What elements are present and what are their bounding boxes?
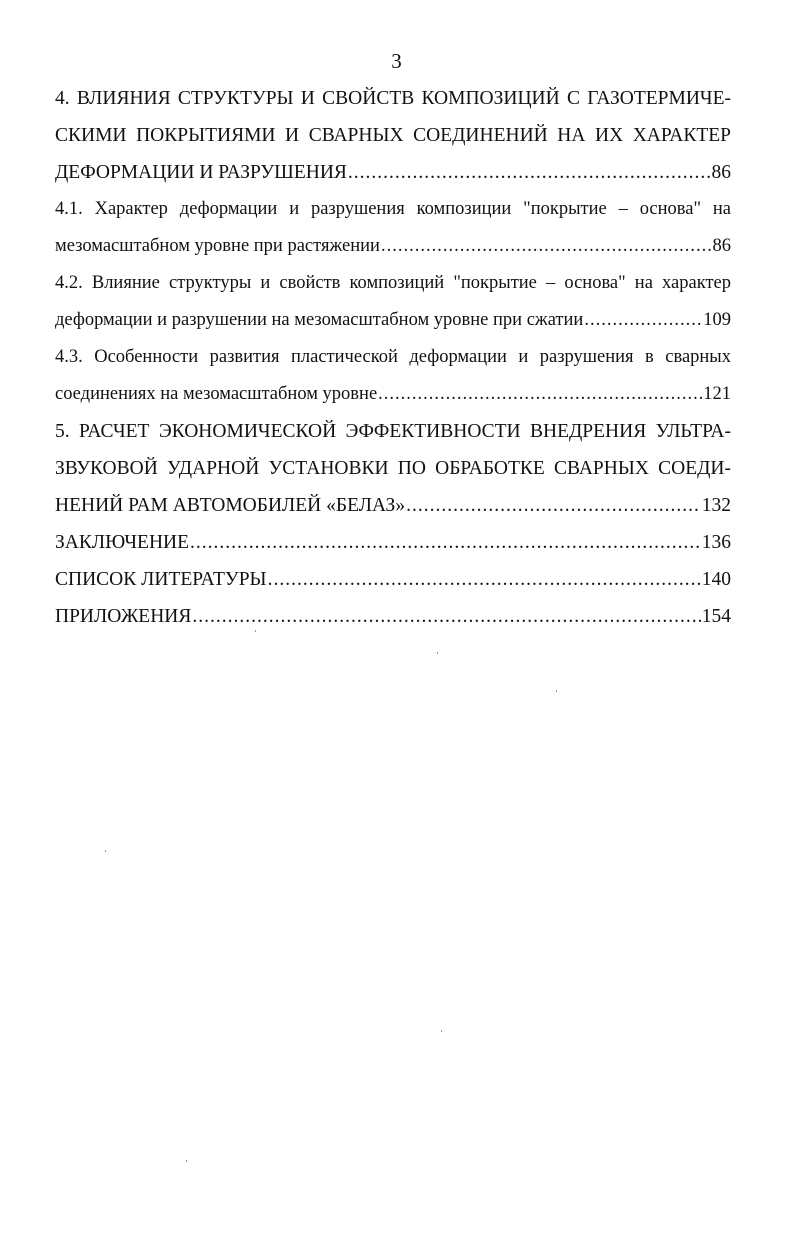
- toc-page-number: 109: [703, 310, 731, 330]
- scan-speck: [105, 850, 106, 852]
- scan-speck: [441, 1030, 442, 1032]
- toc-entry-line: 4.1. Характер деформации и разрушения композиции "покрытие – основа" на: [55, 199, 731, 219]
- toc-entry-section-4: [55, 80, 731, 191]
- toc-entry-line: 4.3. Особенности развития пластической деформации и разрушения в сварных: [55, 347, 731, 367]
- scan-speck: [556, 690, 557, 692]
- dot-leader: [381, 228, 712, 265]
- toc-entry-leader-line: [55, 228, 731, 265]
- dot-leader: [268, 561, 701, 598]
- toc-entry-appendices: [55, 598, 731, 635]
- dot-leader: [192, 598, 700, 635]
- toc-page-number: 86: [712, 236, 731, 256]
- toc-page-number: 86: [711, 162, 731, 183]
- table-of-contents: [55, 80, 731, 635]
- dot-leader: [406, 487, 701, 524]
- page-number: 3: [391, 49, 402, 73]
- toc-entry-line: ЗВУКОВОЙ УДАРНОЙ УСТАНОВКИ ПО ОБРАБОТКЕ СВАРНЫХ СОЕДИ-: [55, 458, 731, 479]
- dot-leader: [348, 154, 711, 191]
- toc-entry-conclusion: [55, 524, 731, 561]
- toc-entry-leader-line: [55, 154, 731, 191]
- toc-entry-section-4-3: [55, 339, 731, 413]
- toc-entry-leader-line: [55, 598, 731, 635]
- toc-page-number: 154: [701, 606, 731, 627]
- toc-page-number: 132: [701, 495, 731, 516]
- toc-page-number: 140: [701, 569, 731, 590]
- toc-entry-section-4-1: [55, 191, 731, 265]
- toc-entry-line: 5. РАСЧЕТ ЭКОНОМИЧЕСКОЙ ЭФФЕКТИВНОСТИ ВНЕДРЕНИЯ УЛЬТРА-: [55, 421, 731, 442]
- scan-speck: [255, 630, 256, 632]
- toc-entry-title: ДЕФОРМАЦИИ И РАЗРУШЕНИЯ: [55, 162, 347, 183]
- toc-entry-leader-line: [55, 376, 731, 413]
- toc-entry-leader-line: [55, 487, 731, 524]
- toc-entry-leader-line: [55, 561, 731, 598]
- scan-speck: [186, 1160, 187, 1162]
- toc-entry-line: СКИМИ ПОКРЫТИЯМИ И СВАРНЫХ СОЕДИНЕНИЙ НА ИХ ХАРАКТЕР: [55, 125, 731, 146]
- toc-entry-leader-line: [55, 524, 731, 561]
- toc-entry-title: ПРИЛОЖЕНИЯ: [55, 606, 192, 627]
- toc-entry-section-5: [55, 413, 731, 524]
- toc-entry-leader-line: [55, 302, 731, 339]
- toc-page-number: 136: [701, 532, 731, 553]
- toc-entry-title: ЗАКЛЮЧЕНИЕ: [55, 532, 190, 553]
- toc-entry-line: 4.2. Влияние структуры и свойств композиций "покрытие – основа" на характер: [55, 273, 731, 293]
- dot-leader: [190, 524, 701, 561]
- toc-page-number: 121: [703, 384, 731, 404]
- scan-speck: [437, 652, 438, 654]
- dot-leader: [378, 376, 702, 413]
- toc-entry-title: соединениях на мезомасштабном уровне: [55, 384, 378, 404]
- toc-entry-title: мезомасштабном уровне при растяжении: [55, 236, 380, 256]
- toc-entry-title: НЕНИЙ РАМ АВТОМОБИЛЕЙ «БЕЛАЗ»: [55, 495, 406, 516]
- toc-entry-line: 4. ВЛИЯНИЯ СТРУКТУРЫ И СВОЙСТВ КОМПОЗИЦИЙ С ГАЗОТЕРМИЧЕ-: [55, 88, 731, 109]
- toc-entry-references: [55, 561, 731, 598]
- dot-leader: [584, 302, 702, 339]
- toc-entry-title: СПИСОК ЛИТЕРАТУРЫ: [55, 569, 267, 590]
- toc-entry-section-4-2: [55, 265, 731, 339]
- toc-entry-title: деформации и разрушении на мезомасштабном уровне при сжатии: [55, 310, 584, 330]
